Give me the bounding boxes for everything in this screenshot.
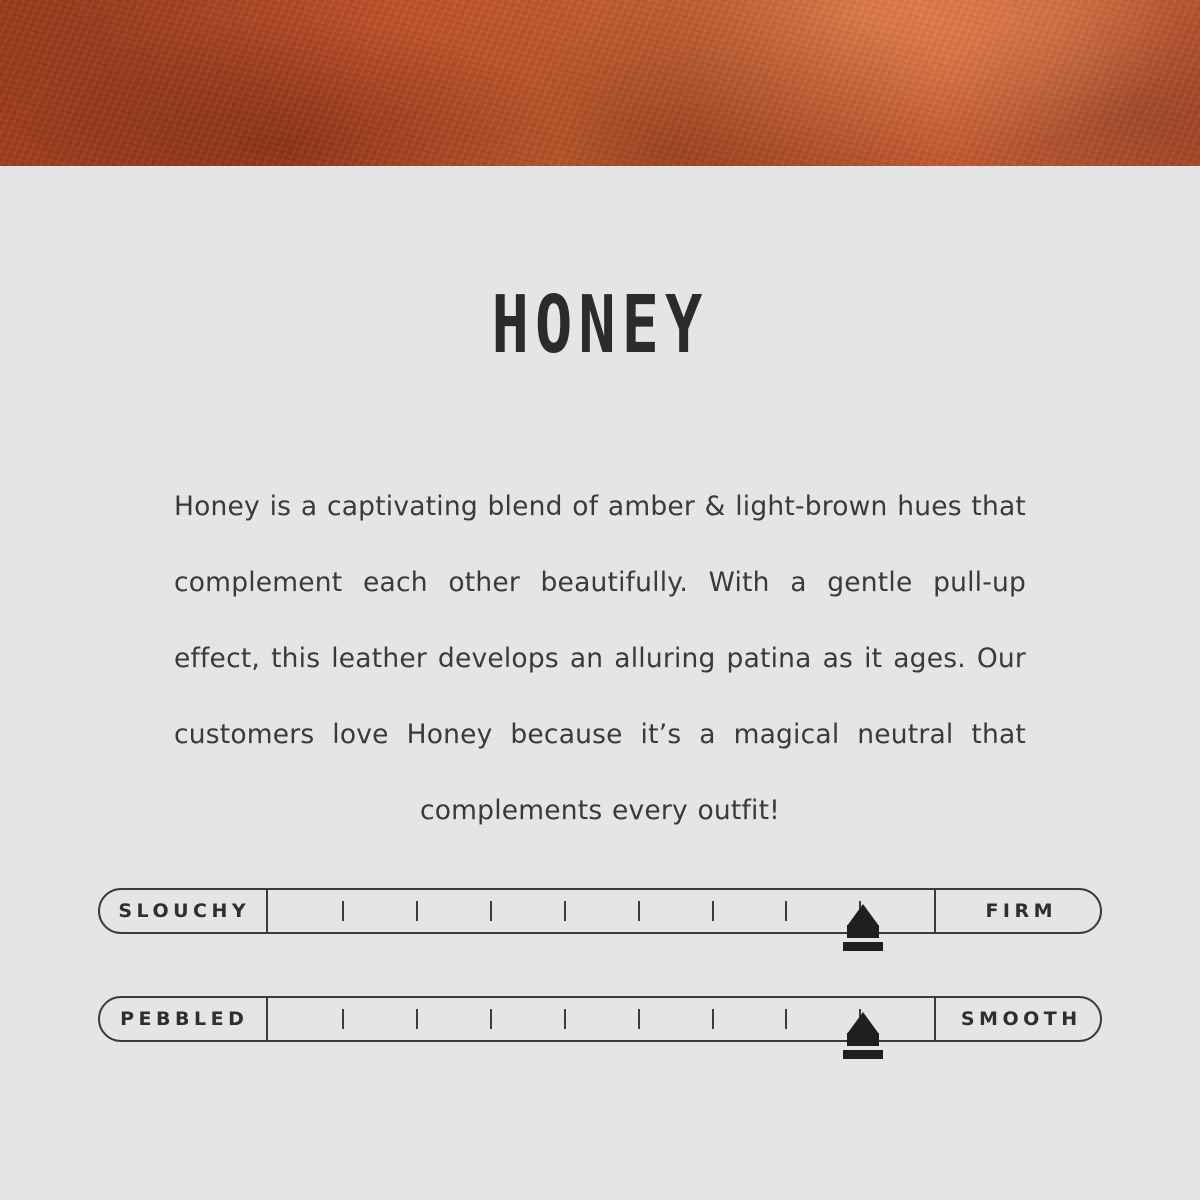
thumb-body xyxy=(847,925,879,938)
slider-left-label: PEBBLED xyxy=(98,996,268,1042)
leather-swatch-honey xyxy=(0,0,1200,166)
slider-tick xyxy=(785,901,787,921)
slider-tick xyxy=(564,901,566,921)
slider-tick xyxy=(638,1009,640,1029)
slider-tick xyxy=(712,1009,714,1029)
thumb-point xyxy=(847,1012,879,1034)
slider-thumb-icon[interactable] xyxy=(840,904,886,960)
slider-tick xyxy=(638,901,640,921)
slider-tick xyxy=(785,1009,787,1029)
slider-tick xyxy=(416,1009,418,1029)
slider-right-label: FIRM xyxy=(934,888,1102,934)
slider-left-label: SLOUCHY xyxy=(98,888,268,934)
slider-tick xyxy=(712,901,714,921)
slider-thumb-icon[interactable] xyxy=(840,1012,886,1068)
slider-ticks xyxy=(268,888,934,934)
slider-right-label: SMOOTH xyxy=(934,996,1102,1042)
attribute-sliders xyxy=(0,888,1200,1104)
slider-tick xyxy=(416,901,418,921)
slider-firmness[interactable] xyxy=(98,888,1102,950)
slider-tick xyxy=(342,1009,344,1029)
color-description: Honey is a captivating blend of amber & light-brown hues that complement each other beautifully. With a gentle pull-up effect, this leather develops an alluring patina as it ages. Our customers love Honey because it’s a magical neutral that complements every outfit! xyxy=(174,491,1026,826)
thumb-point xyxy=(847,904,879,926)
slider-tick xyxy=(490,901,492,921)
slider-texture[interactable] xyxy=(98,996,1102,1058)
slider-tick xyxy=(342,901,344,921)
thumb-base xyxy=(843,942,883,951)
slider-ticks xyxy=(268,996,934,1042)
thumb-base xyxy=(843,1050,883,1059)
slider-tick xyxy=(490,1009,492,1029)
swatch-shading-layer xyxy=(0,0,1200,166)
thumb-body xyxy=(847,1033,879,1046)
page-title: HONEY xyxy=(491,278,709,372)
slider-tick xyxy=(564,1009,566,1029)
